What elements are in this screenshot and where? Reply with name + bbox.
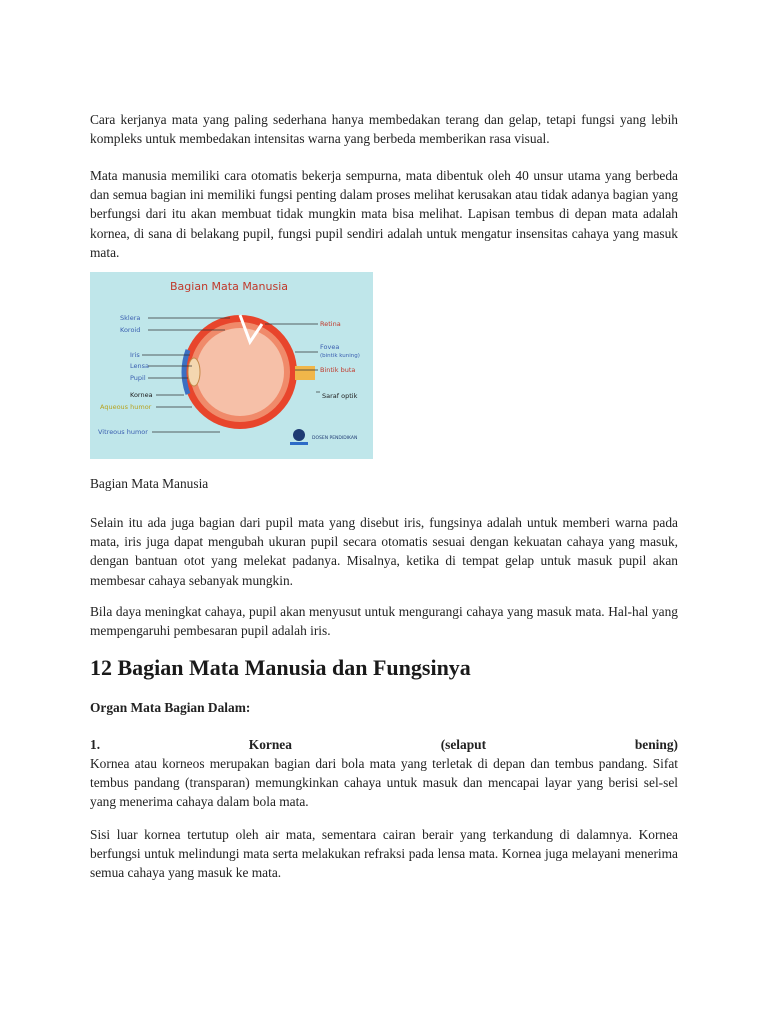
label-kornea: Kornea [130,391,153,399]
diagram-title: Bagian Mata Manusia [170,280,289,293]
label-koroid: Koroid [120,326,141,334]
label-bintik-buta: Bintik buta [320,366,356,374]
label-iris: Iris [130,351,140,359]
label-retina: Retina [320,320,341,328]
label-sklera: Sklera [120,314,141,322]
label-aqueous-humor: Aqueous humor [100,403,152,411]
item-paren-close: bening) [634,737,678,752]
subsection-heading: Organ Mata Bagian Dalam: [90,700,251,715]
logo-icon [293,429,305,441]
logo-book [290,442,308,445]
lens-shape [188,358,200,386]
label-pupil: Pupil [130,374,146,382]
label-vitreous-humor: Vitreous humor [98,428,148,436]
logo-text: DOSEN PENDIDIKAN [312,436,358,441]
label-saraf-optik: Saraf optik [322,392,358,400]
eye-diagram [90,272,373,459]
label-lensa: Lensa [130,362,149,370]
optic-nerve-shape [295,366,315,380]
paragraph-intro: Cara kerjanya mata yang paling sederhana hanya membedakan terang dan gelap, tetapi fungsi yang lebih kompleks untuk membedakan intensitas warna yang berbeda memberikan rasa visual. [90,112,678,147]
label-fovea: Fovea [320,343,340,351]
paragraph-iris: Selain itu ada juga bagian dari pupil mata yang disebut iris, fungsinya adalah untuk memberi warna pada mata, iris juga dapat mengubah ukuran pupil secara otomatis sesuai dengan kekuatan cahaya yang masuk, dengan bantuan otot yang melekat padanya. Misalnya, ketika di tempat gelap untuk masuk pupil akan membesar cahaya sebanyak mungkin. [90,515,678,588]
figure-caption: Bagian Mata Manusia [90,476,209,491]
paragraph-kornea-definition: Kornea atau korneos merupakan bagian dari bola mata yang terletak di depan dan tembus pandang. Sifat tembus pandang (transparan) memungkinkan cahaya untuk masuk dan mencapai layar yang berisi sel-sel yang menerima cahaya dalam bola mata. [90,756,678,810]
paragraph-kornea-function: Sisi luar kornea tertutup oleh air mata, sementara cairan berair yang terkandung di dalamnya. Kornea berfungsi untuk melindungi mata serta melakukan refraksi pada lensa mata. Kornea juga melayani menerima semua cahaya yang masuk ke mata. [90,827,678,881]
paragraph-eye-structure: Mata manusia memiliki cara otomatis bekerja sempurna, mata dibentuk oleh 40 unsur utama yang berbeda dan semua bagian ini memiliki fungsi penting dalam proses melihat kerusakan atau tidak adanya bagian yang berfungsi dari itu akan membuat tidak mungkin mata bisa melihat. Lapisan tembus di depan mata adalah kornea, di sana di belakang pupil, fungsi pupil sendiri adalah untuk mengatur insensitas cahaya yang masuk mata. [90,168,678,260]
item-name: Kornea [248,737,292,752]
item-number: 1. [90,737,101,752]
section-heading: 12 Bagian Mata Manusia dan Fungsinya [90,655,471,680]
item-paren-open: (selaput [440,737,487,752]
vitreous-body [196,328,284,416]
eye-diagram-figure [90,272,373,459]
item-1-heading [90,737,678,753]
label-bintik-kuning: (bintik kuning) [320,353,360,359]
paragraph-pupil: Bila daya meningkat cahaya, pupil akan menyusut untuk mengurangi cahaya yang masuk mata. Hal-hal yang mempengaruhi pembesaran pupil adalah iris. [90,604,678,639]
